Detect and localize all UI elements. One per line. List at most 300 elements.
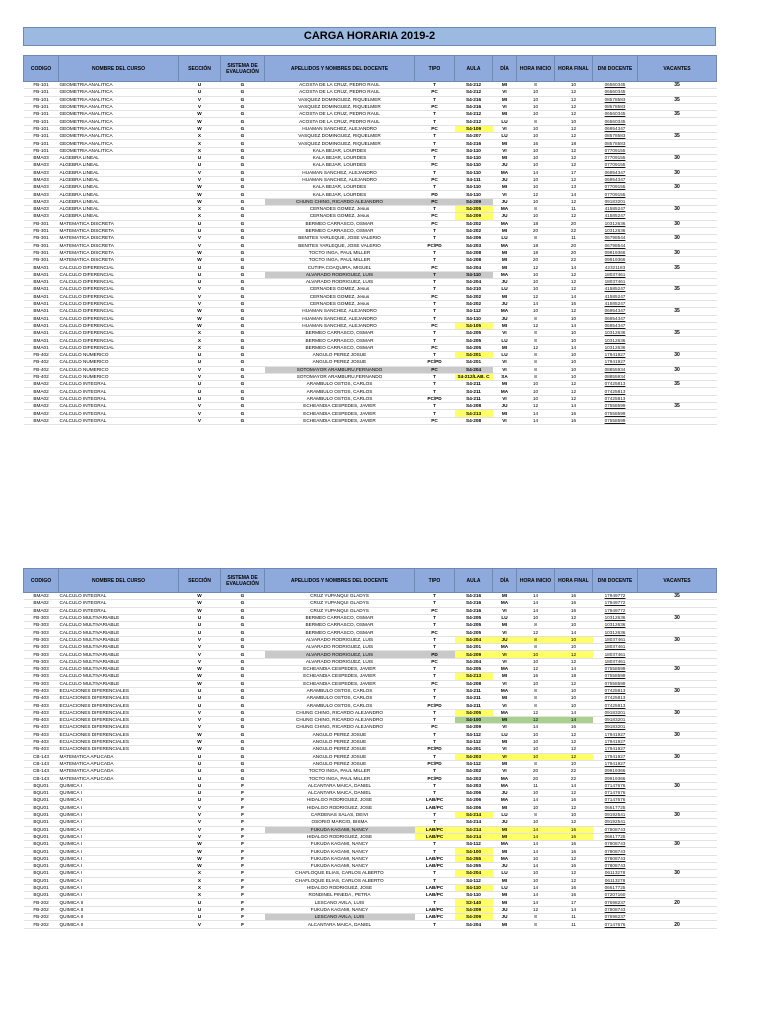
cell-start-hour: 8 [517, 366, 555, 373]
cell-teacher-name: ACOSTA DE LA CRUZ, PEDRO RAUL [265, 82, 415, 89]
cell-teacher-name: ECHEANDIA CESPEDES, JAVIER [265, 403, 415, 410]
table-row [24, 607, 717, 614]
cell-course-name: GEOMETRIA ANALITICA [59, 111, 179, 118]
cell-evaluation-system: G [221, 702, 265, 709]
cell-classroom: S4-110 [455, 147, 493, 154]
cell-teacher-name: FUKUDA KAGAMI, NANCY [265, 848, 415, 855]
cell-teacher-dni: 18037461 [593, 279, 638, 286]
cell-day: VI [493, 395, 517, 402]
cell-course-name: QUIMICA II [59, 914, 179, 921]
cell-start-hour: 10 [517, 125, 555, 132]
cell-evaluation-system: G [221, 344, 265, 351]
table-row [24, 819, 717, 826]
cell-course-code: BQU01 [24, 782, 59, 789]
cell-day: SA [493, 373, 517, 380]
cell-section: V [179, 921, 221, 928]
cell-start-hour: 8 [517, 206, 555, 213]
cell-course-code: FB-403 [24, 717, 59, 724]
cell-teacher-dni: 07808743 [593, 848, 638, 855]
cell-end-hour: 12 [555, 790, 593, 797]
cell-course-code: BMA01 [24, 264, 59, 271]
cell-classroom: S4-109 [455, 125, 493, 132]
table-row [24, 198, 717, 205]
cell-start-hour: 10 [517, 746, 555, 753]
table-row [24, 395, 717, 402]
cell-course-name: CALCULO MULTIVARIABLE [59, 636, 179, 643]
cell-end-hour: 12 [555, 877, 593, 884]
cell-course-name: GEOMETRIA ANALITICA [59, 147, 179, 154]
cell-course-code: BMA01 [24, 344, 59, 351]
cell-classroom: S4-216 [455, 600, 493, 607]
cell-end-hour: 16 [555, 593, 593, 600]
cell-classroom: S4-205 [455, 622, 493, 629]
cell-day: LU [493, 884, 517, 891]
cell-day: MI [493, 344, 517, 351]
cell-section: W [179, 593, 221, 600]
cell-teacher-name: ECHEANDIA CESPEDES, JAVIER [265, 665, 415, 672]
cell-class-type: PD [415, 651, 455, 658]
table-row [24, 308, 717, 315]
cell-start-hour: 14 [517, 607, 555, 614]
cell-class-type: T [415, 111, 455, 118]
cell-course-name: QUIMICA I [59, 877, 179, 884]
cell-course-name: MATEMATICA DISCRETA [59, 257, 179, 264]
cell-teacher-dni: 18037461 [593, 271, 638, 278]
cell-evaluation-system: F [221, 921, 265, 928]
cell-start-hour: 12 [517, 665, 555, 672]
cell-start-hour: 10 [517, 870, 555, 877]
cell-vacancies [638, 337, 717, 344]
cell-end-hour: 14 [555, 322, 593, 329]
cell-evaluation-system: G [221, 417, 265, 424]
cell-section: X [179, 206, 221, 213]
cell-section: V [179, 636, 221, 643]
cell-course-name: CALCULO MULTIVARIABLE [59, 629, 179, 636]
cell-teacher-name: CRUZ YUPANQUI GLADYS [265, 600, 415, 607]
cell-vacancies [638, 673, 717, 680]
cell-teacher-name: ACOSTA DE LA CRUZ, PEDRO RAUL [265, 118, 415, 125]
cell-classroom: S4-205 [455, 330, 493, 337]
cell-classroom: S4-205 [455, 629, 493, 636]
cell-end-hour: 14 [555, 264, 593, 271]
cell-teacher-name: BERMEO CARRASCO, OSMAR [265, 629, 415, 636]
cell-end-hour: 10 [555, 687, 593, 694]
cell-vacancies: 35 [638, 330, 717, 337]
cell-classroom: S4-206 [455, 797, 493, 804]
cell-section: V [179, 724, 221, 731]
header-classroom: AULA [455, 569, 493, 593]
cell-vacancies [638, 191, 717, 198]
cell-teacher-name: ANGULO PEREZ JOSUE [265, 359, 415, 366]
cell-start-hour: 8 [517, 687, 555, 694]
cell-course-code: FB-402 [24, 351, 59, 358]
cell-section: U [179, 614, 221, 621]
cell-evaluation-system: G [221, 103, 265, 110]
cell-course-name: CALCULO DIFERENCIAL [59, 286, 179, 293]
cell-end-hour: 10 [555, 366, 593, 373]
cell-end-hour: 14 [555, 344, 593, 351]
cell-teacher-name: ALVARADO RODRIGUEZ, LUIS [265, 271, 415, 278]
cell-day: MI [493, 82, 517, 89]
cell-course-name: ALGEBRA LINEAL [59, 162, 179, 169]
cell-classroom: S4-211 [455, 687, 493, 694]
cell-classroom: S4-201 [455, 746, 493, 753]
cell-evaluation-system: G [221, 593, 265, 600]
cell-classroom: S4-112 [455, 731, 493, 738]
cell-end-hour: 22 [555, 257, 593, 264]
table-row [24, 366, 717, 373]
cell-section: U [179, 790, 221, 797]
cell-section: W [179, 308, 221, 315]
cell-classroom: S4-211 [455, 381, 493, 388]
cell-teacher-dni: 17949772 [593, 593, 638, 600]
cell-classroom: S4-204 [455, 264, 493, 271]
cell-teacher-dni: 07808743 [593, 906, 638, 913]
cell-start-hour: 8 [517, 235, 555, 242]
cell-course-name: MATEMATICA DISCRETA [59, 227, 179, 234]
cell-vacancies [638, 293, 717, 300]
cell-section: V [179, 833, 221, 840]
cell-course-code: BMA02 [24, 607, 59, 614]
cell-section: V [179, 811, 221, 818]
cell-end-hour: 10 [555, 622, 593, 629]
cell-course-code: FB-101 [24, 89, 59, 96]
cell-section: U [179, 775, 221, 782]
table-row [24, 870, 717, 877]
cell-teacher-name: HUAMAN SANCHEZ, ALEJANDRO [265, 176, 415, 183]
cell-evaluation-system: G [221, 191, 265, 198]
cell-end-hour: 12 [555, 819, 593, 826]
cell-course-code: BQU01 [24, 855, 59, 862]
cell-section: W [179, 746, 221, 753]
cell-section: W [179, 862, 221, 869]
cell-classroom: S4-255 [455, 855, 493, 862]
cell-class-type: T [415, 403, 455, 410]
cell-class-type: PC/PD [415, 775, 455, 782]
cell-evaluation-system: G [221, 388, 265, 395]
cell-day: JU [493, 176, 517, 183]
cell-vacancies [638, 738, 717, 745]
cell-end-hour: 11 [555, 914, 593, 921]
cell-course-code: BQU01 [24, 892, 59, 899]
table-row [24, 855, 717, 862]
cell-course-name: CALCULO MULTIVARIABLE [59, 658, 179, 665]
cell-teacher-dni: 06954347 [593, 322, 638, 329]
cell-course-name: ALGEBRA LINEAL [59, 191, 179, 198]
cell-vacancies [638, 622, 717, 629]
cell-course-code: FB-101 [24, 140, 59, 147]
cell-class-type: T [415, 600, 455, 607]
cell-classroom: S4-112 [455, 738, 493, 745]
cell-vacancies: 35 [638, 96, 717, 103]
table-row [24, 359, 717, 366]
cell-evaluation-system: G [221, 89, 265, 96]
cell-class-type: T [415, 622, 455, 629]
cell-course-name: CALCULO INTEGRAL [59, 381, 179, 388]
cell-vacancies: 35 [638, 82, 717, 89]
table-row [24, 811, 717, 818]
cell-class-type: T [415, 848, 455, 855]
cell-end-hour: 10 [555, 351, 593, 358]
cell-end-hour: 10 [555, 118, 593, 125]
cell-end-hour: 16 [555, 862, 593, 869]
cell-course-code: BMA03 [24, 191, 59, 198]
table-row [24, 111, 717, 118]
cell-classroom: S4-112 [455, 877, 493, 884]
cell-day: MI [493, 899, 517, 906]
cell-vacancies: 30 [638, 841, 717, 848]
cell-section: U [179, 388, 221, 395]
cell-day: MI [493, 227, 517, 234]
cell-course-code: FB-402 [24, 373, 59, 380]
cell-class-type: T [415, 271, 455, 278]
cell-class-type: LAB/PC [415, 906, 455, 913]
cell-course-code: FB-101 [24, 118, 59, 125]
cell-day: VI [493, 724, 517, 731]
cell-evaluation-system: G [221, 746, 265, 753]
cell-course-name: ALGEBRA LINEAL [59, 154, 179, 161]
cell-evaluation-system: G [221, 322, 265, 329]
cell-start-hour: 10 [517, 855, 555, 862]
cell-class-type: PC [415, 629, 455, 636]
cell-course-name: CALCULO MULTIVARIABLE [59, 680, 179, 687]
cell-vacancies: 30 [638, 731, 717, 738]
cell-evaluation-system: G [221, 235, 265, 242]
cell-start-hour: 10 [517, 819, 555, 826]
cell-teacher-dni: 10312636 [593, 614, 638, 621]
cell-end-hour: 12 [555, 125, 593, 132]
cell-vacancies [638, 804, 717, 811]
table-row [24, 330, 717, 337]
cell-course-name: CALCULO MULTIVARIABLE [59, 665, 179, 672]
cell-evaluation-system: G [221, 673, 265, 680]
cell-course-name: QUIMICA I [59, 782, 179, 789]
cell-course-code: FB-303 [24, 629, 59, 636]
cell-start-hour: 10 [517, 395, 555, 402]
cell-start-hour: 10 [517, 680, 555, 687]
cell-day: JU [493, 213, 517, 220]
cell-start-hour: 10 [517, 388, 555, 395]
cell-classroom: S4-203 [455, 753, 493, 760]
cell-evaluation-system: G [221, 96, 265, 103]
cell-classroom: S4-216 [455, 96, 493, 103]
schedule-table-1 [23, 55, 717, 425]
cell-evaluation-system: G [221, 381, 265, 388]
cell-classroom: S4-207 [455, 133, 493, 140]
cell-course-code: BMA01 [24, 337, 59, 344]
cell-teacher-name: ALCANTARA MAICA, DANIEL [265, 921, 415, 928]
cell-vacancies [638, 819, 717, 826]
cell-teacher-name: HIDALGO RODRIGUEZ, JOSE [265, 833, 415, 840]
table-row [24, 220, 717, 227]
cell-teacher-name: BENITES YARLEQUE, JOSE VALERIO [265, 235, 415, 242]
table-row [24, 746, 717, 753]
table-row [24, 651, 717, 658]
cell-course-code: BQU01 [24, 833, 59, 840]
cell-teacher-name: KALA BEJAR, LOURDES [265, 191, 415, 198]
cell-start-hour: 8 [517, 330, 555, 337]
cell-vacancies [638, 118, 717, 125]
cell-teacher-dni: 07709155 [593, 147, 638, 154]
cell-vacancies [638, 695, 717, 702]
cell-end-hour: 12 [555, 870, 593, 877]
cell-evaluation-system: G [221, 227, 265, 234]
cell-day: VI [493, 680, 517, 687]
cell-teacher-dni: 07558599 [593, 417, 638, 424]
cell-teacher-dni: 10312636 [593, 330, 638, 337]
cell-course-name: CALCULO INTEGRAL [59, 388, 179, 395]
cell-section: U [179, 702, 221, 709]
cell-evaluation-system: G [221, 140, 265, 147]
cell-end-hour: 10 [555, 760, 593, 767]
table-row [24, 176, 717, 183]
cell-vacancies [638, 644, 717, 651]
cell-teacher-dni: 07698237 [593, 914, 638, 921]
cell-teacher-dni: 07558599 [593, 403, 638, 410]
cell-course-name: QUIMICA I [59, 819, 179, 826]
cell-class-type: PC/PD [415, 702, 455, 709]
cell-teacher-name: ECHEANDIA CESPEDES, JAVIER [265, 673, 415, 680]
cell-end-hour: 10 [555, 695, 593, 702]
cell-vacancies: 30 [638, 235, 717, 242]
cell-teacher-dni: 18037461 [593, 658, 638, 665]
cell-course-name: CALCULO INTEGRAL [59, 417, 179, 424]
cell-class-type: T [415, 593, 455, 600]
cell-classroom: S4-212 [455, 82, 493, 89]
cell-course-name: ECUACIONES DIFERENCIALES [59, 724, 179, 731]
cell-classroom: S4-209 [455, 213, 493, 220]
cell-section: V [179, 366, 221, 373]
table-row [24, 410, 717, 417]
cell-classroom: S4-255 [455, 862, 493, 869]
cell-course-code: BMA03 [24, 198, 59, 205]
cell-course-code: BMA02 [24, 395, 59, 402]
cell-start-hour: 10 [517, 89, 555, 96]
cell-start-hour: 14 [517, 862, 555, 869]
cell-course-code: CB-143 [24, 775, 59, 782]
cell-evaluation-system: G [221, 622, 265, 629]
cell-teacher-dni: 07425813 [593, 695, 638, 702]
cell-start-hour: 12 [517, 717, 555, 724]
table-row [24, 768, 717, 775]
cell-course-code: FB-303 [24, 644, 59, 651]
cell-evaluation-system: G [221, 665, 265, 672]
cell-day: LU [493, 286, 517, 293]
cell-teacher-name: BERMEO CARRASCO, OSMAR [265, 227, 415, 234]
cell-start-hour: 10 [517, 154, 555, 161]
cell-end-hour: 10 [555, 315, 593, 322]
cell-class-type: LAB/PC [415, 862, 455, 869]
cell-section: V [179, 804, 221, 811]
cell-end-hour: 16 [555, 848, 593, 855]
cell-section: W [179, 731, 221, 738]
cell-class-type: T [415, 877, 455, 884]
cell-day: MI [493, 622, 517, 629]
cell-class-type: T [415, 381, 455, 388]
cell-course-name: GEOMETRIA ANALITICA [59, 89, 179, 96]
cell-end-hour: 10 [555, 373, 593, 380]
cell-vacancies [638, 906, 717, 913]
cell-end-hour: 12 [555, 746, 593, 753]
cell-start-hour: 14 [517, 833, 555, 840]
cell-vacancies: 30 [638, 169, 717, 176]
cell-start-hour: 8 [517, 315, 555, 322]
cell-start-hour: 14 [517, 300, 555, 307]
cell-vacancies: 30 [638, 636, 717, 643]
cell-course-code: BMA02 [24, 381, 59, 388]
cell-vacancies [638, 855, 717, 862]
table-row [24, 797, 717, 804]
cell-course-code: FB-301 [24, 220, 59, 227]
cell-teacher-name: ARAMBULO OSTOS, CARLOS [265, 381, 415, 388]
cell-course-code: BQU01 [24, 870, 59, 877]
cell-class-type: T [415, 249, 455, 256]
cell-evaluation-system: F [221, 804, 265, 811]
cell-course-name: CALCULO DIFERENCIAL [59, 271, 179, 278]
cell-teacher-name: BERMEO CARRASCO, OSMAR [265, 337, 415, 344]
cell-classroom: S4-204 [455, 366, 493, 373]
cell-vacancies [638, 892, 717, 899]
cell-course-name: ECUACIONES DIFERENCIALES [59, 695, 179, 702]
cell-classroom: S4-205 [455, 709, 493, 716]
cell-course-name: QUIMICA I [59, 833, 179, 840]
cell-teacher-dni: 06798544 [593, 242, 638, 249]
cell-course-name: QUIMICA I [59, 797, 179, 804]
cell-teacher-name: CERNADES GOMEZ, Jesus [265, 206, 415, 213]
cell-day: MA [493, 220, 517, 227]
table-row [24, 103, 717, 110]
cell-section: V [179, 373, 221, 380]
cell-classroom: S4-204 [455, 870, 493, 877]
header-teacher-name: APELLIDOS Y NOMBRES DEL DOCENTE [265, 569, 415, 593]
cell-section: X [179, 337, 221, 344]
cell-classroom: S4-203 [455, 775, 493, 782]
cell-start-hour: 18 [517, 249, 555, 256]
table-row [24, 264, 717, 271]
cell-start-hour: 10 [517, 753, 555, 760]
cell-course-name: ALGEBRA LINEAL [59, 184, 179, 191]
cell-class-type: LAB/PC [415, 833, 455, 840]
cell-classroom: S4-205 [455, 614, 493, 621]
cell-course-code: BMA01 [24, 330, 59, 337]
cell-teacher-name: CERNADES GOMEZ, Jesus [265, 300, 415, 307]
cell-end-hour: 12 [555, 680, 593, 687]
cell-teacher-dni: 08855934 [593, 366, 638, 373]
cell-course-name: CALCULO NUMERICO [59, 373, 179, 380]
cell-evaluation-system: G [221, 257, 265, 264]
cell-teacher-dni: 08578583 [593, 103, 638, 110]
header-end-hour: HORA FINAL [555, 56, 593, 82]
cell-vacancies: 30 [638, 811, 717, 818]
cell-teacher-name: CERNADES GOMEZ, Jesus [265, 293, 415, 300]
cell-course-code: FB-303 [24, 622, 59, 629]
table-row [24, 600, 717, 607]
cell-classroom: S4-206 [455, 804, 493, 811]
cell-class-type: T [415, 738, 455, 745]
cell-day: JU [493, 315, 517, 322]
cell-section: U [179, 768, 221, 775]
cell-teacher-name: BERMEO CARRASCO, OSMAR [265, 220, 415, 227]
cell-vacancies: 35 [638, 381, 717, 388]
cell-start-hour: 12 [517, 906, 555, 913]
cell-teacher-dni: 06113278 [593, 870, 638, 877]
cell-vacancies [638, 227, 717, 234]
cell-day: MI [493, 257, 517, 264]
cell-evaluation-system: F [221, 841, 265, 848]
cell-start-hour: 14 [517, 892, 555, 899]
cell-class-type: T [415, 870, 455, 877]
cell-section: V [179, 235, 221, 242]
